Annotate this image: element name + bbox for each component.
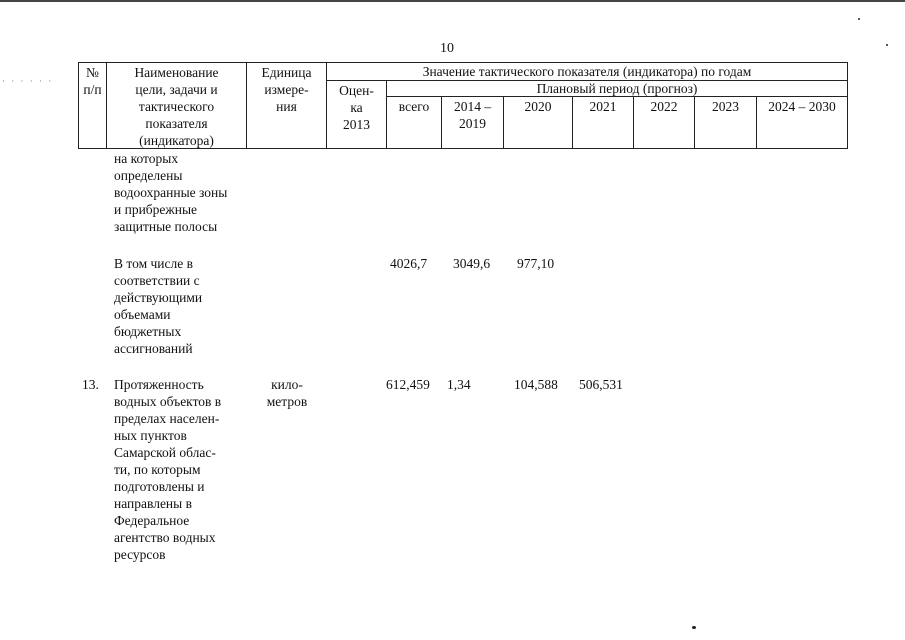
header-2023: 2023 [712,99,739,114]
row-1-2014-2019: 3049,6 [453,256,491,271]
page-number: 10 [440,41,454,56]
scan-top-edge [0,0,905,2]
row-1-total: 4026,7 [390,256,428,271]
scan-speck [886,44,888,46]
scan-speck [858,18,860,20]
scan-speck [692,626,696,629]
header-values-title: Значение тактического показателя (индикатора) по годам [422,64,752,79]
header-2014-2019: 2014 – 2019 [453,99,492,131]
row-2-2021: 506,531 [579,377,623,392]
scan-artifact-dots: · · · · · · [2,76,54,86]
header-2022: 2022 [650,99,678,114]
row-2-2020: 104,588 [514,377,558,392]
row-2-num: 13. [82,377,99,392]
header-name: Наименование цели, задачи и тактического показателя (индикатора) [134,65,219,148]
header-unit: Единица измере- ния [261,65,312,114]
row-2-2014-2019: 1,34 [447,377,471,392]
header-estimate: Оцен- ка 2013 [339,83,374,132]
header-col-border [847,62,848,149]
header-total: всего [398,99,430,114]
row-2-name: Протяженность водных объектов в пределах населен- ных пунктов Самарской облас- ти, по которым подготовлены и направлены в Федеральное агентство водных ресурсов [114,377,222,562]
row-2-unit: кило- метров [266,377,308,409]
header-num: № п/п [83,65,102,97]
header-2024-2030: 2024 – 2030 [768,99,836,114]
row-2-total: 612,459 [386,377,430,392]
row-1-name: В том числе в соответствии с действующими объемами бюджетных ассигнований [114,256,203,356]
row-1-2020: 977,10 [517,256,555,271]
header-2021: 2021 [589,99,617,114]
header-2020: 2020 [524,99,552,114]
row-0-name: на которых определены водоохранные зоны и прибрежные защитные полосы [114,151,228,234]
header-plan-title: Плановый период (прогноз) [536,81,698,96]
